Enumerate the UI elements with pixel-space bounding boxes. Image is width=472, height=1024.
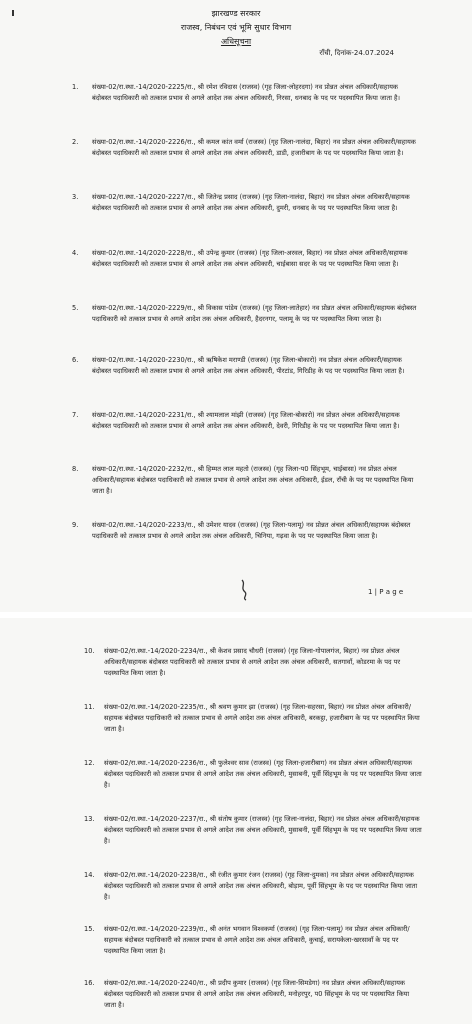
- item-text: संख्या-02/रा.स्था.-14/2020-2238/रा., श्री रंजीत कुमार रंजन (राजस्व) (गृह जिला-दुमका) नव प्रोन्नत अंचल अधिकारी/सहायक बंदोबस्त पदाधिकारी को तत्काल प्रभाव से अगले आदेश तक अंचल अधिकारी, बोड़ाम, पूर्वी सिंहभूम के पद पर पदस्थापित किया जाता है।: [104, 871, 418, 902]
- notification-date: राँची, दिनांक-24.07.2024: [319, 49, 394, 57]
- notification-item: [84, 758, 422, 792]
- item-text: संख्या-02/रा.स्था.-14/2020-2225/रा., श्री रमेश रविदास (राजस्व) (गृह जिला-लोहरदगा) नव प्रोन्नत अंचल अधिकारी/सहायक बंदोबस्त पदाधिकारी को तत्काल प्रभाव से अगले आदेश तक अंचल अधिकारी, निरसा, धनबाद के पद पर पदस्थापित किया जाता है।: [92, 83, 401, 103]
- item-text: संख्या-02/रा.स्था.-14/2020-2231/रा., श्री श्यामलाल मांझी (राजस्व) (गृह जिला-बोकारो) नव प्रोन्नत अंचल अधिकारी/सहायक बंदोबस्त पदाधिकारी को तत्काल प्रभाव से अगले आदेश तक अंचल अधिकारी, देवरी, गिरिडीह के पद पर पदस्थापित किया जाता है।: [92, 411, 400, 431]
- item-text: संख्या-02/रा.स्था.-14/2020-2227/रा., श्री जितेन्द्र प्रसाद (राजस्व) (गृह जिला-नालंदा, बिहार) नव प्रोन्नत अंचल अधिकारी/सहायक बंदोबस्त पदाधिकारी को तत्काल प्रभाव से अगले आदेश तक अंचल अधिकारी, दुमरी, धनबाद के पद पर पदस्थापित किया जाता है।: [92, 193, 410, 213]
- item-text: संख्या-02/रा.स्था.-14/2020-2234/रा., श्री केशव प्रसाद चौधरी (राजस्व) (गृह जिला-गोपालगंज, बिहार) नव प्रोन्नत अंचल अधिकारी/सहायक बंदोबस्त पदाधिकारी को तत्काल प्रभाव से अगले आदेश तक अंचल अधिकारी, सतगावाँ, कोडरमा के पद पर पदस्थापित किया जाता है।: [104, 647, 401, 678]
- notification-item: [72, 192, 418, 214]
- item-number: 2.: [72, 138, 79, 146]
- item-number: 4.: [72, 249, 79, 257]
- item-number: 9.: [72, 521, 79, 529]
- notification-item: [72, 137, 418, 159]
- item-text: संख्या-02/रा.स्था.-14/2020-2228/रा., श्री उपेन्द्र कुमार (राजस्व) (गृह जिला-अरवल, बिहार) नव प्रोन्नत अंचल अधिकारी/सहायक बंदोबस्त पदाधिकारी को तत्काल प्रभाव से अगले आदेश तक अंचल अधिकारी, चाईबासा सदर के पद पर पदस्थापित किया जाता है।: [92, 249, 408, 269]
- notification-item: [72, 303, 418, 325]
- item-text: संख्या-02/रा.स्था.-14/2020-2236/रा., श्री फुलेश्वर साव (राजस्व) (गृह जिला-हजारीबाग) नव प्रोन्नत अंचल अधिकारी/सहायक बंदोबस्त पदाधिकारी को तत्काल प्रभाव से अगले आदेश तक अंचल अधिकारी, मुसाबनी, पूर्वी सिंहभूम के पद पर पदस्थापित किया जाता है।: [104, 759, 422, 790]
- notification-title: अधिसूचना: [220, 37, 252, 46]
- item-text: संख्या-02/रा.स्था.-14/2020-2232/रा., श्री हिम्मत लाल महतो (राजस्व) (गृह जिला-प0 सिंहभूम, चाईबासा) नव प्रोन्नत अंचल अधिकारी/सहायक बंदोबस्त पदाधिकारी को तत्काल प्रभाव से अगले आदेश तक अंचल अधिकारी, ईडल, राँची के पद पर पदस्थापित किया जाता है।: [92, 465, 414, 496]
- notification-item: [72, 520, 418, 542]
- notification-item: [84, 870, 422, 904]
- item-number: 15.: [84, 925, 95, 933]
- notification-item: [72, 248, 418, 270]
- item-number: 14.: [84, 871, 95, 879]
- document-page-2: [0, 618, 472, 1024]
- signature-mark-icon: [238, 578, 252, 602]
- item-text: संख्या-02/रा.स्था.-14/2020-2240/रा., श्री प्रदीप कुमार (राजस्व) (गृह जिला-सिमडेगा) नव प्रोन्नत अंचल अधिकारी/सहायक बंदोबस्त पदाधिकारी को तत्काल प्रभाव से अगले आदेश तक अंचल अधिकारी, मनोहरपुर, प0 सिंहभूम के पद पर पदस्थापित किया जाता है।: [104, 979, 410, 1010]
- notification-item: [72, 464, 418, 498]
- item-number: 11.: [84, 703, 95, 711]
- item-number: 16.: [84, 979, 95, 987]
- item-text: संख्या-02/रा.स्था.-14/2020-2226/रा., श्री कमल कांत वर्मा (राजस्व) (गृह जिला-नालंदा, बिहार) नव प्रोन्नत अंचल अधिकारी/सहायक बंदोबस्त पदाधिकारी को तत्काल प्रभाव से अगले आदेश तक अंचल अधिकारी, डाडी, हजारीबाग के पद पर पदस्थापित किया जाता है।: [92, 138, 416, 158]
- item-text: संख्या-02/रा.स्था.-14/2020-2230/रा., श्री ऋषिकेश मराण्डी (राजस्व) (गृह जिला-बोकारो) नव प्रोन्नत अंचल अधिकारी/सहायक बंदोबस्त पदाधिकारी को तत्काल प्रभाव से अगले आदेश तक अंचल अधिकारी, पीरटांड, गिरिडीह के पद पर पदस्थापित किया जाता है।: [92, 356, 405, 376]
- item-text: संख्या-02/रा.स्था.-14/2020-2233/रा., श्री उमेशर यादव (राजस्व) (गृह जिला-पलामू) नव प्रोन्नत अंचल अधिकारी/सहायक बंदोबस्त पदाधिकारी को तत्काल प्रभाव से अगले आदेश तक अंचल अधिकारी, चिनिया, गढ़वा के पद पर पदस्थापित किया जाता है।: [92, 521, 411, 541]
- department-name: राजस्व, निबंधन एवं भूमि सुधार विभाग: [180, 23, 292, 32]
- page-number: 1 | P a g e: [368, 588, 404, 596]
- item-text: संख्या-02/रा.स्था.-14/2020-2235/रा., श्री श्रवण कुमार झा (राजस्व) (गृह जिला-सहरसा, बिहार) नव प्रोन्नत अंचल अधिकारी/सहायक बंदोबस्त पदाधिकारी को तत्काल प्रभाव से अगले आदेश तक अंचल अधिकारी, बरकट्ठा, हजारीबाग के पद पर पदस्थापित किया जाता है।: [104, 703, 420, 734]
- item-text: संख्या-02/रा.स्था.-14/2020-2237/रा., श्री संतोष कुमार (राजस्व) (गृह जिला-नालंदा, बिहार) नव प्रोन्नत अंचल अधिकारी/सहायक बंदोबस्त पदाधिकारी को तत्काल प्रभाव से अगले आदेश तक अंचल अधिकारी, मुसाबनी, पूर्वी सिंहभूम के पद पर पदस्थापित किया जाता है।: [104, 815, 422, 846]
- item-number: 3.: [72, 193, 79, 201]
- item-number: 1.: [72, 83, 79, 91]
- item-text: संख्या-02/रा.स्था.-14/2020-2239/रा., श्री अनंत भगवान विश्वकर्मा (राजस्व) (गृह जिला-पलामू) नव प्रोन्नत अंचल अधिकारी/सहायक बंदोबस्त पदाधिकारी को तत्काल प्रभाव से अगले आदेश तक अंचल अधिकारी, कुचाई, सरायकेला-खरसावाँ के पद पर पदस्थापित किया जाता है।: [104, 925, 410, 956]
- item-number: 13.: [84, 815, 95, 823]
- notification-item: [84, 978, 422, 1012]
- item-number: 8.: [72, 465, 79, 473]
- item-number: 5.: [72, 304, 79, 312]
- notification-item: [72, 410, 418, 432]
- item-number: 6.: [72, 356, 79, 364]
- notification-item: [84, 924, 422, 958]
- notification-item: [84, 814, 422, 848]
- item-number: 10.: [84, 647, 95, 655]
- government-name: झारखण्ड सरकार: [211, 9, 261, 18]
- notification-item: [84, 702, 422, 736]
- notification-item: [72, 82, 418, 104]
- notification-item: [84, 646, 422, 680]
- notification-item: [72, 355, 418, 377]
- item-number: 7.: [72, 411, 79, 419]
- item-text: संख्या-02/रा.स्था.-14/2020-2229/रा., श्री विकास पांडेय (राजस्व) (गृह जिला-लातेहार) नव प्रोन्नत अंचल अधिकारी/सहायक बंदोबस्त पदाधिकारी को तत्काल प्रभाव से अगले आदेश तक अंचल अधिकारी, हैदरनगर, पलामू के पद पर पदस्थापित किया जाता है।: [92, 304, 417, 324]
- item-number: 12.: [84, 759, 95, 767]
